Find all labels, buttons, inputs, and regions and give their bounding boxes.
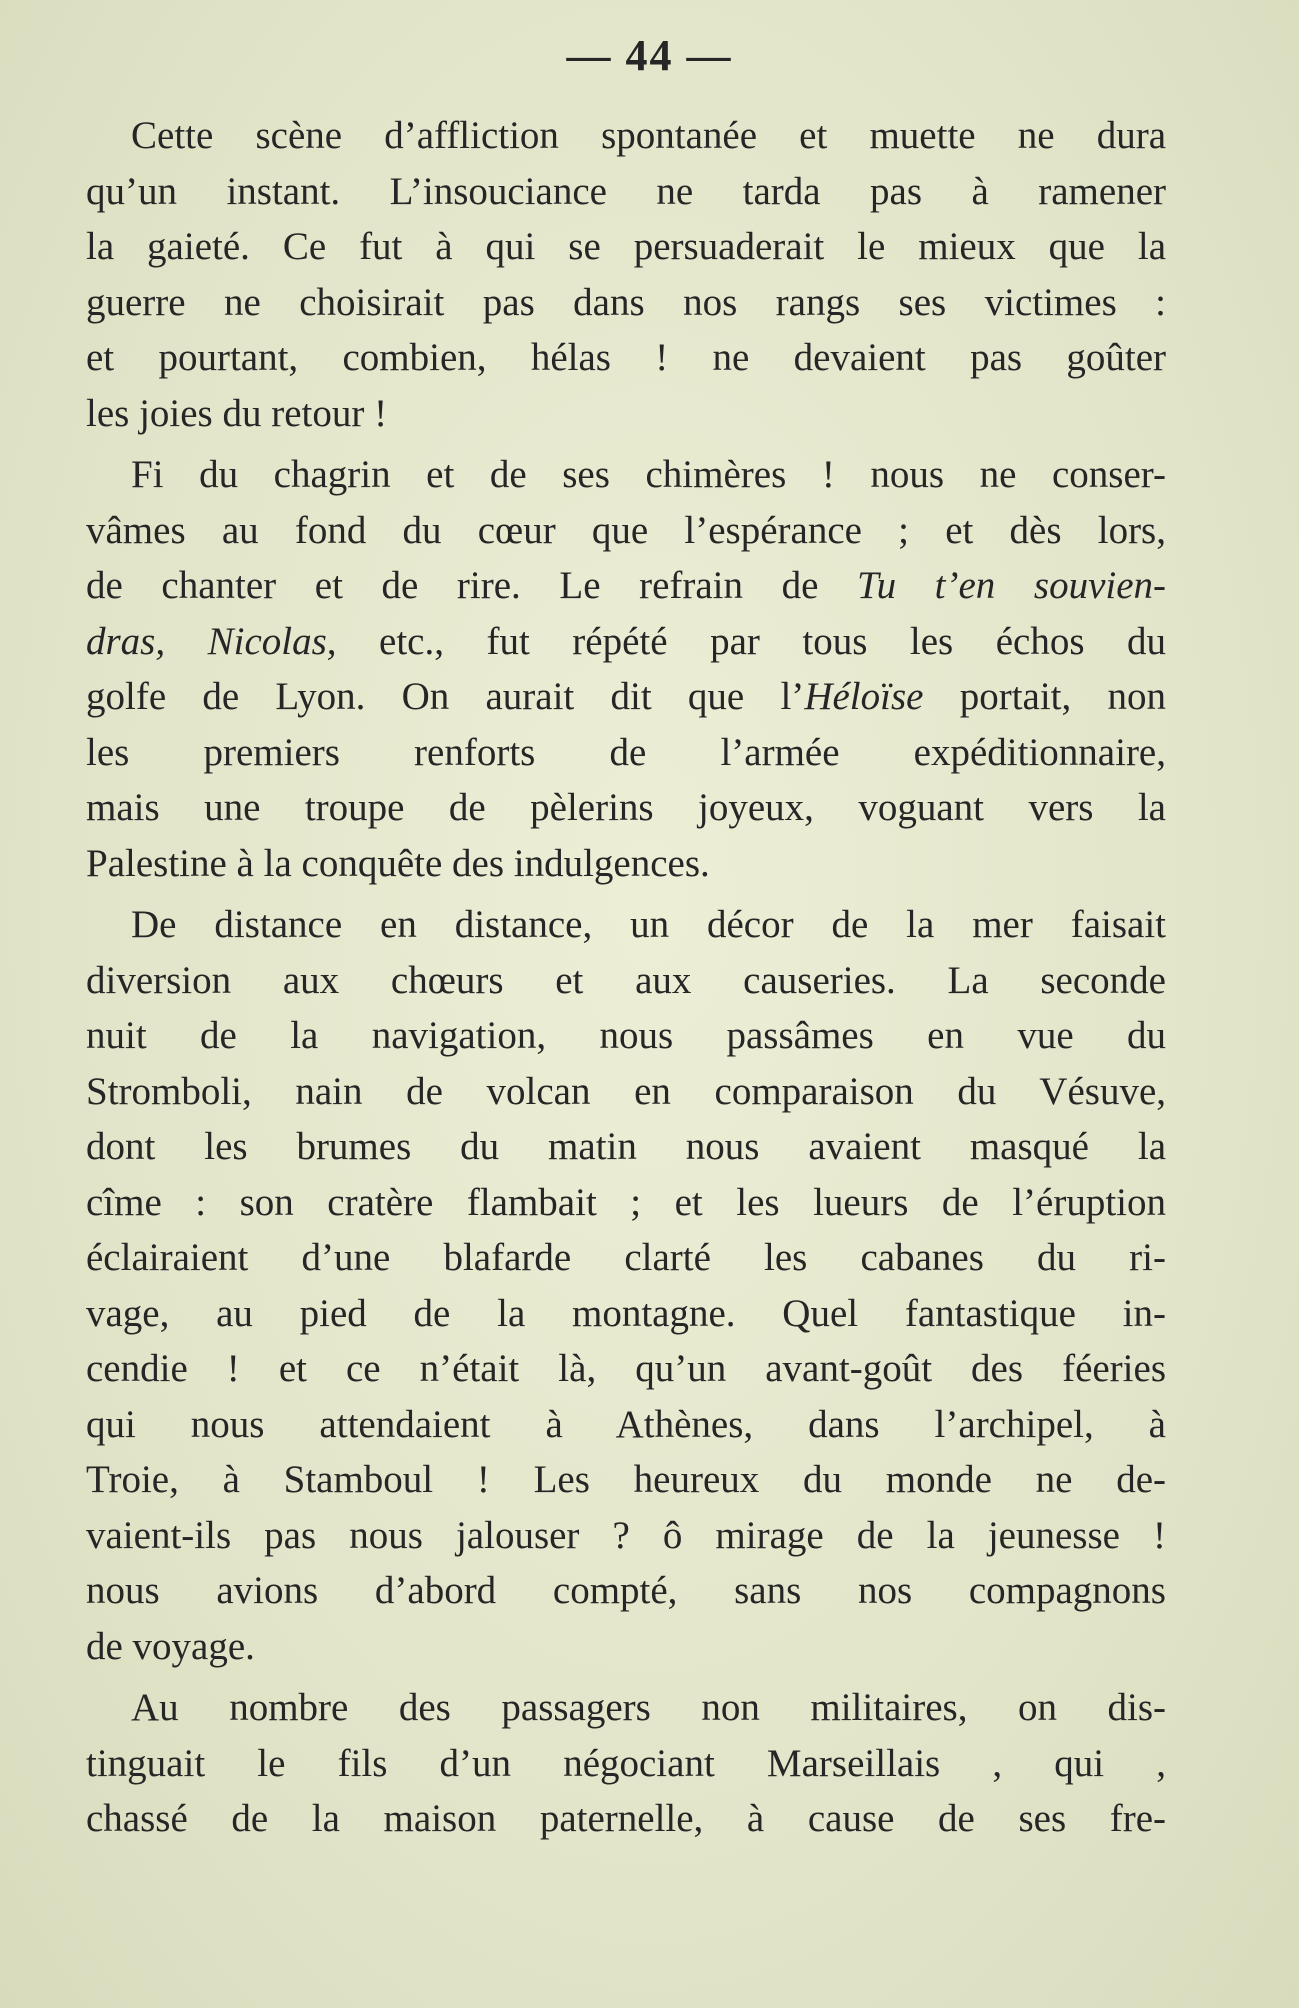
text-line: guerre ne choisirait pas dans nos rangs ses victimes : <box>86 280 1166 324</box>
text-line: mais une troupe de pèlerins joyeux, voguant vers la <box>86 786 1166 829</box>
text-line <box>86 558 1166 614</box>
text-line: chassé de la maison paternelle, à cause de ses fre- <box>86 1797 1166 1840</box>
text-line: nuit de la navigation, nous passâmes en vue du <box>86 1014 1166 1057</box>
text-line: vâmes au fond du cœur que l’espérance ; et dès lors, <box>86 508 1166 552</box>
text-segment: de chanter et de rire. Le refrain de <box>86 564 819 607</box>
text-line: Cette scène d’affliction spontanée et muette ne dura <box>131 114 1166 157</box>
text-line: les premiers renforts de l’armée expéditionnaire, <box>86 730 1166 774</box>
text-line: cendie ! et ce n’était là, qu’un avant-goût des féeries <box>86 1347 1166 1390</box>
text-line: éclairaient d’une blafarde clarté les cabanes du ri- <box>86 1236 1166 1279</box>
italic-title: dras, Nicolas, <box>86 619 337 663</box>
paragraph <box>86 447 1166 891</box>
text-line: Au nombre des passagers non militaires, on dis- <box>131 1686 1166 1729</box>
text-line: les joies du retour ! <box>86 391 388 435</box>
text-segment: etc., fut répété par tous les échos du <box>379 619 1166 663</box>
text-line <box>86 614 1166 670</box>
text-line <box>86 669 1166 725</box>
text-line: qui nous attendaient à Athènes, dans l’archipel, à <box>86 1402 1166 1446</box>
italic-ship-name: Héloïse <box>804 675 924 718</box>
text-line: Palestine à la conquête des indulgences. <box>86 841 710 885</box>
text-line: Troie, à Stamboul ! Les heureux du monde ne de- <box>86 1458 1166 1501</box>
text-line: qu’un instant. L’insouciance ne tarda pas à ramener <box>86 169 1166 213</box>
text-segment: portait, non <box>959 675 1166 718</box>
text-line: et pourtant, combien, hélas ! ne devaient pas goûter <box>86 336 1166 379</box>
text-line: vage, au pied de la montagne. Quel fantastique in- <box>86 1291 1166 1335</box>
text-line: Fi du chagrin et de ses chimères ! nous ne conser- <box>131 453 1166 496</box>
page-body-text <box>86 108 1166 1847</box>
text-line: nous avions d’abord compté, sans nos compagnons <box>86 1569 1166 1612</box>
text-segment: golfe de Lyon. On aurait dit que l’ <box>86 675 805 718</box>
text-line: diversion aux chœurs et aux causeries. La seconde <box>86 958 1166 1002</box>
text-line: de voyage. <box>86 1624 255 1668</box>
text-line: De distance en distance, un décor de la mer faisait <box>131 903 1166 946</box>
text-line: dont les brumes du matin nous avaient masqué la <box>86 1125 1166 1168</box>
page-number: — 44 — <box>566 31 733 80</box>
paragraph <box>86 108 1166 441</box>
text-line: cîme : son cratère flambait ; et les lueurs de l’éruption <box>86 1180 1166 1224</box>
text-line: la gaieté. Ce fut à qui se persuaderait le mieux que la <box>86 225 1166 268</box>
text-line: Stromboli, nain de volcan en comparaison du Vésuve, <box>86 1069 1166 1113</box>
paragraph <box>86 897 1166 1674</box>
italic-title: Tu t’en souvien- <box>857 564 1167 607</box>
text-line: tinguait le fils d’un négociant Marseillais , qui , <box>86 1741 1166 1785</box>
text-line: vaient-ils pas nous jalouser ? ô mirage de la jeunesse ! <box>86 1513 1166 1557</box>
paragraph <box>86 1680 1166 1847</box>
